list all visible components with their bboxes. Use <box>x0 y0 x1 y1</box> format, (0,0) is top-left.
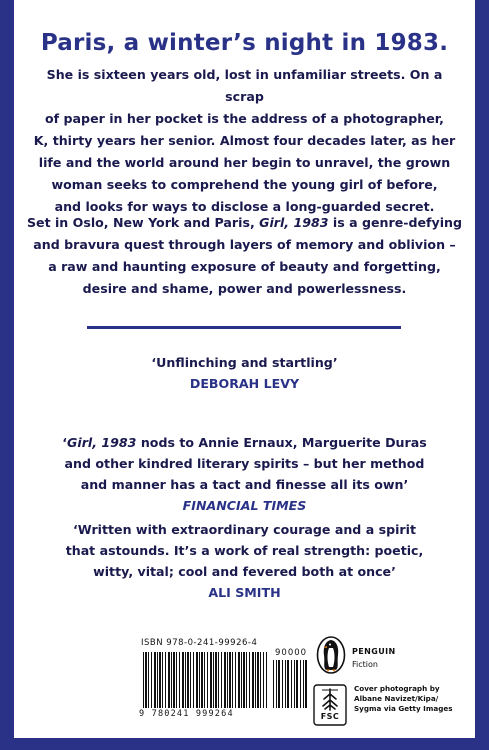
blurb-line: woman seeks to comprehend the young girl of before, <box>51 177 438 192</box>
quote-open: ‘ <box>62 435 68 450</box>
quote-text <box>30 432 459 453</box>
blurb-line: She is sixteen years old, lost in unfamiliar streets. On a scrap <box>46 67 443 104</box>
barcode-addon-number: 90000 <box>275 648 308 658</box>
quote-text: and manner has a tact and finesse all its own’ <box>80 477 409 492</box>
fsc-label: FSC <box>320 712 340 721</box>
blurb-text: Set in Oslo, New York and Paris, <box>26 215 260 230</box>
quote-text: witty, vital; cool and fevered both at once’ <box>93 564 396 579</box>
credit-line: Cover photograph by <box>354 684 440 693</box>
blurb-line: of paper in her pocket is the address of a photographer, <box>45 111 444 126</box>
review-quote-2 <box>30 432 459 516</box>
credit-line: Albane Navizet/Kipa/ <box>354 694 439 703</box>
quote-text: and other kindred literary spirits – but her method <box>64 456 425 471</box>
divider-rule <box>87 326 401 329</box>
review-quote-1 <box>30 352 459 394</box>
ean-number: 9 780241 999264 <box>139 709 234 719</box>
isbn-label: ISBN 978-0-241-99926-4 <box>141 638 258 648</box>
blurb-paragraph-1 <box>26 64 463 218</box>
genre-label: Fiction <box>352 660 378 669</box>
credit-line: Sygma via Getty Images <box>354 704 453 713</box>
penguin-logo-icon <box>316 636 346 674</box>
blurb-line: and bravura quest through layers of memory and oblivion – <box>33 237 456 252</box>
quote-attribution: DEBORAH LEVY <box>189 376 300 391</box>
blurb-line: and looks for ways to disclose a long-guarded secret. <box>54 199 435 214</box>
blurb-paragraph-2 <box>26 212 463 300</box>
quote-attribution: ALI SMITH <box>208 585 281 600</box>
quote-text: ‘Unflinching and startling’ <box>151 355 338 370</box>
publisher-brand: PENGUIN <box>352 647 396 656</box>
barcode-addon-bars <box>273 660 307 708</box>
quote-text: ‘Written with extraordinary courage and a spirit <box>73 522 416 537</box>
blurb-line: desire and shame, power and powerlessness. <box>82 281 407 296</box>
blurb-line <box>26 212 463 234</box>
quote-text-rest: nods to Annie Ernaux, Marguerite Duras <box>136 435 427 450</box>
quote-text: that astounds. It’s a work of real strength: poetic, <box>65 543 424 558</box>
cover-photo-credit <box>354 684 474 714</box>
quote-attribution: FINANCIAL TIMES <box>182 498 307 513</box>
blurb-line: K, thirty years her senior. Almost four decades later, as her <box>33 133 456 148</box>
blurb-line: a raw and haunting exposure of beauty and forgetting, <box>48 259 441 274</box>
review-quote-3 <box>30 519 459 603</box>
barcode-bars <box>143 652 267 708</box>
blurb-heading: Paris, a winter’s night in 1983. <box>40 30 449 56</box>
barcode-block <box>139 638 309 724</box>
blurb-text: is a genre-defying <box>328 215 463 230</box>
book-title: Girl, 1983 <box>67 435 137 450</box>
blurb-line: life and the world around her begin to unravel, the grown <box>38 155 451 170</box>
book-title: Girl, 1983 <box>259 215 329 230</box>
